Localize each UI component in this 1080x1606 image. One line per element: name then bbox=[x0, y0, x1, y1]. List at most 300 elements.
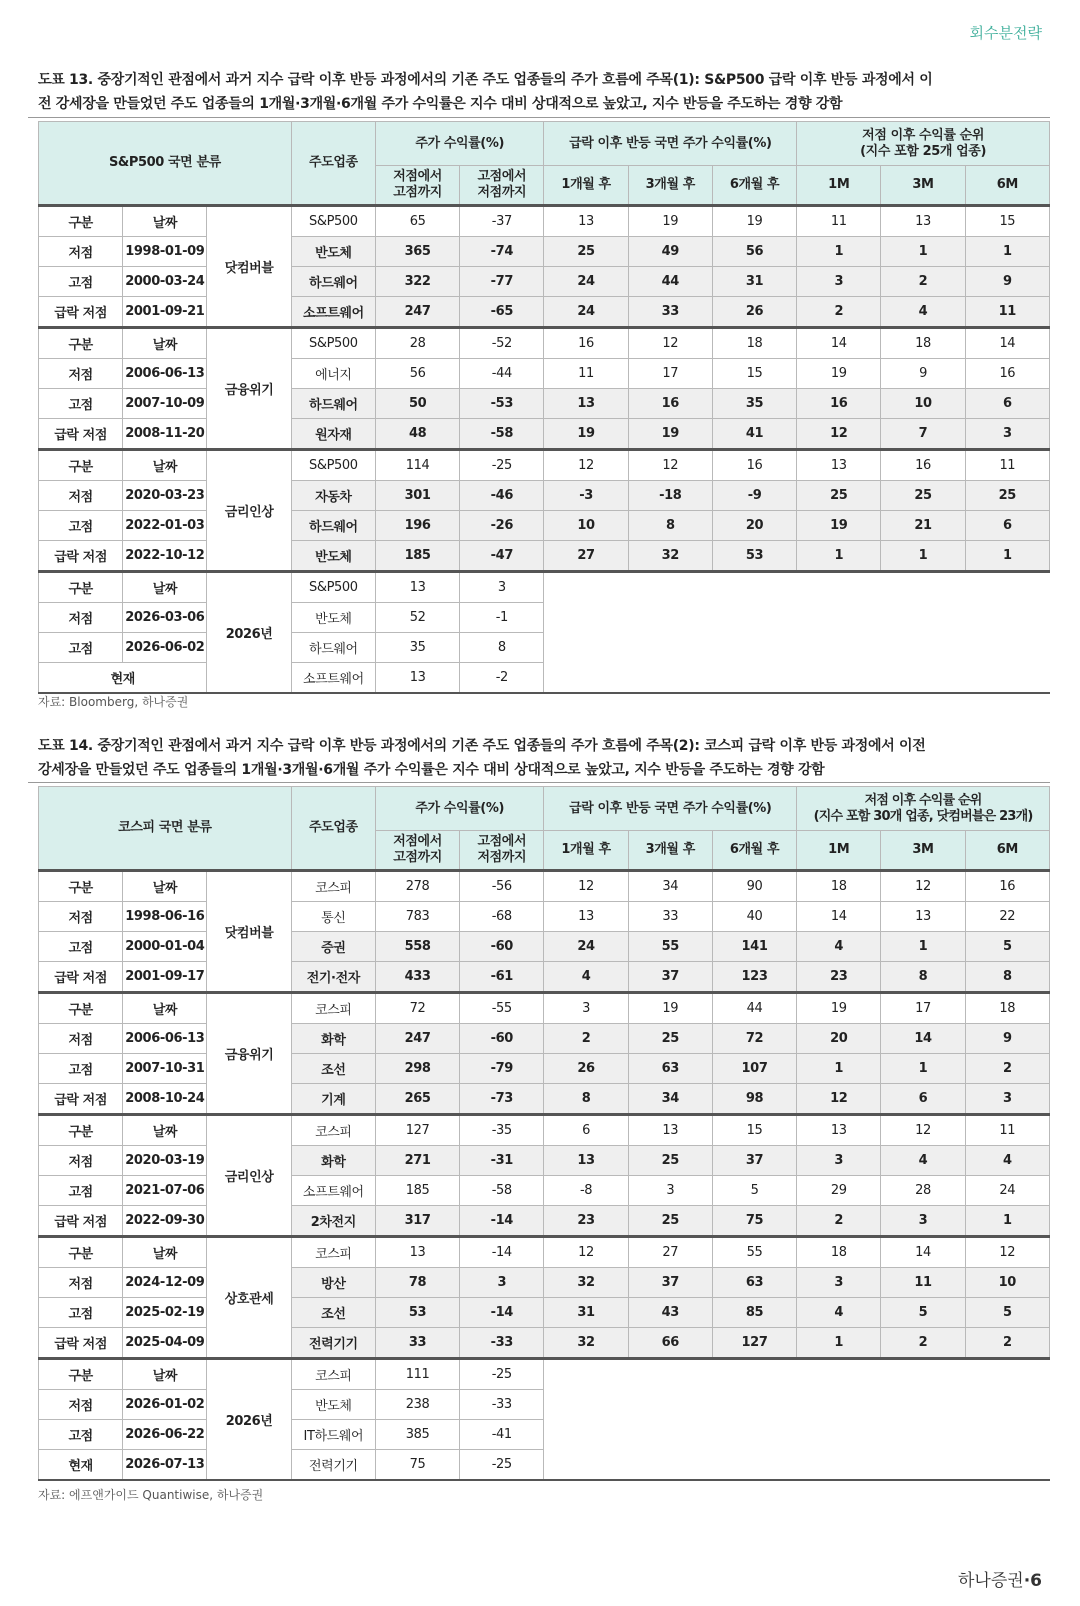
value-b: -74 bbox=[460, 237, 544, 267]
value-h: 18 bbox=[965, 993, 1049, 1024]
value-b: -65 bbox=[460, 297, 544, 328]
value-f: 2 bbox=[797, 297, 881, 328]
value-f: 14 bbox=[797, 902, 881, 932]
value-c: 23 bbox=[544, 1206, 628, 1237]
low-to-high-header-line1: 저점에서 bbox=[393, 169, 442, 184]
phase-name: 금리인상 bbox=[207, 450, 291, 572]
value-c: -3 bbox=[544, 481, 628, 511]
value-b: -58 bbox=[460, 1176, 544, 1206]
return-group-header: 주가 수익률(%) bbox=[375, 787, 543, 831]
table-row bbox=[39, 1115, 1050, 1146]
row-date: 2022-01-03 bbox=[123, 511, 207, 541]
value-g: 8 bbox=[881, 962, 965, 993]
value-f: 4 bbox=[797, 932, 881, 962]
leading-sector: 증권 bbox=[291, 932, 375, 962]
row-label: 급락 저점 bbox=[39, 1084, 123, 1115]
value-d: 25 bbox=[628, 1024, 712, 1054]
phase-group bbox=[39, 1359, 1050, 1481]
value-b: 3 bbox=[460, 1268, 544, 1298]
value-b: -26 bbox=[460, 511, 544, 541]
table-row bbox=[39, 572, 1050, 603]
value-g: 13 bbox=[881, 902, 965, 932]
row-label: 저점 bbox=[39, 1024, 123, 1054]
leading-sector: 원자재 bbox=[291, 419, 375, 450]
value-h: 1 bbox=[965, 1206, 1049, 1237]
value-f: 12 bbox=[797, 1084, 881, 1115]
row-label: 급락 저점 bbox=[39, 1328, 123, 1359]
value-f: 11 bbox=[797, 206, 881, 237]
value-c: 24 bbox=[544, 267, 628, 297]
row-label: 구분 bbox=[39, 206, 123, 237]
value-c: 4 bbox=[544, 962, 628, 993]
row-date: 날짜 bbox=[123, 1115, 207, 1146]
value-d: -18 bbox=[628, 481, 712, 511]
table14-caption-rule bbox=[28, 782, 1050, 783]
value-g: 28 bbox=[881, 1176, 965, 1206]
value-b: -2 bbox=[460, 663, 544, 694]
value-h: 5 bbox=[965, 932, 1049, 962]
leading-sector: 소프트웨어 bbox=[291, 297, 375, 328]
m3-after-header: 3개월 후 bbox=[628, 831, 712, 871]
leading-sector: 코스피 bbox=[291, 1359, 375, 1390]
m1-after-header: 1개월 후 bbox=[544, 166, 628, 206]
value-b: -47 bbox=[460, 541, 544, 572]
m6-after-header: 6개월 후 bbox=[712, 831, 796, 871]
value-a: 52 bbox=[375, 603, 459, 633]
row-label: 급락 저점 bbox=[39, 541, 123, 572]
table-row bbox=[39, 1328, 1050, 1359]
row-label: 저점 bbox=[39, 481, 123, 511]
value-d: 19 bbox=[628, 419, 712, 450]
row-label: 현재 bbox=[39, 1450, 123, 1481]
table-row bbox=[39, 419, 1050, 450]
leading-sector: 하드웨어 bbox=[291, 633, 375, 663]
value-d: 37 bbox=[628, 1268, 712, 1298]
leading-sector: 코스피 bbox=[291, 1237, 375, 1268]
phase-group bbox=[39, 993, 1050, 1115]
value-e: 44 bbox=[712, 993, 796, 1024]
table13-caption-line1: 도표 13. 중장기적인 관점에서 과거 지수 급락 이후 반등 과정에서의 기존 주도 업종들의 주가 흐름에 주목(1): S&P500 급락 이후 반등 과정에서 이 bbox=[38, 72, 933, 88]
value-h: 3 bbox=[965, 1084, 1049, 1115]
value-a: 265 bbox=[375, 1084, 459, 1115]
value-f: 1 bbox=[797, 541, 881, 572]
value-g: 21 bbox=[881, 511, 965, 541]
value-e: 35 bbox=[712, 389, 796, 419]
phase-name: 상호관세 bbox=[207, 1237, 291, 1359]
row-label: 고점 bbox=[39, 267, 123, 297]
leading-sector: 소프트웨어 bbox=[291, 1176, 375, 1206]
value-f: 19 bbox=[797, 511, 881, 541]
value-b: -44 bbox=[460, 359, 544, 389]
table13-caption bbox=[38, 68, 1050, 116]
value-a: 13 bbox=[375, 572, 459, 603]
value-g: 18 bbox=[881, 328, 965, 359]
value-c: 10 bbox=[544, 511, 628, 541]
value-d: 17 bbox=[628, 359, 712, 389]
leading-sector: 하드웨어 bbox=[291, 267, 375, 297]
classification-header: 코스피 국면 분류 bbox=[39, 787, 292, 871]
row-date: 2020-03-23 bbox=[123, 481, 207, 511]
value-e: 98 bbox=[712, 1084, 796, 1115]
value-h: 25 bbox=[965, 481, 1049, 511]
value-c: 19 bbox=[544, 419, 628, 450]
table-row bbox=[39, 871, 1050, 902]
table-row bbox=[39, 1359, 1050, 1390]
value-a: 301 bbox=[375, 481, 459, 511]
row-label: 저점 bbox=[39, 237, 123, 267]
value-g: 1 bbox=[881, 237, 965, 267]
row-label: 고점 bbox=[39, 1054, 123, 1084]
value-e: 55 bbox=[712, 1237, 796, 1268]
leading-sector: 반도체 bbox=[291, 603, 375, 633]
value-a: 278 bbox=[375, 871, 459, 902]
value-g: 1 bbox=[881, 541, 965, 572]
rank-group-header-line1: 저점 이후 수익률 순위 bbox=[862, 127, 984, 143]
rank-group-header-line2: (지수 포함 25개 업종) bbox=[860, 143, 986, 159]
leading-sector: S&P500 bbox=[291, 206, 375, 237]
value-f: 29 bbox=[797, 1176, 881, 1206]
value-d: 33 bbox=[628, 902, 712, 932]
value-g: 6 bbox=[881, 1084, 965, 1115]
value-c: 31 bbox=[544, 1298, 628, 1328]
value-b: -79 bbox=[460, 1054, 544, 1084]
leading-sector: 전기·전자 bbox=[291, 962, 375, 993]
phase-name: 금융위기 bbox=[207, 328, 291, 450]
row-date: 2006-06-13 bbox=[123, 1024, 207, 1054]
value-f: 25 bbox=[797, 481, 881, 511]
value-c: 11 bbox=[544, 359, 628, 389]
value-e: 16 bbox=[712, 450, 796, 481]
leading-sector: 반도체 bbox=[291, 541, 375, 572]
row-label: 고점 bbox=[39, 633, 123, 663]
row-label: 급락 저점 bbox=[39, 1206, 123, 1237]
value-e: 5 bbox=[712, 1176, 796, 1206]
value-b: -73 bbox=[460, 1084, 544, 1115]
value-d: 33 bbox=[628, 297, 712, 328]
value-d: 12 bbox=[628, 328, 712, 359]
phase-group bbox=[39, 871, 1050, 993]
row-label: 급락 저점 bbox=[39, 297, 123, 328]
leading-sector: 에너지 bbox=[291, 359, 375, 389]
value-e: 31 bbox=[712, 267, 796, 297]
value-a: 35 bbox=[375, 633, 459, 663]
rank-6m-header: 6M bbox=[965, 166, 1049, 206]
value-e: 19 bbox=[712, 206, 796, 237]
value-c: 13 bbox=[544, 902, 628, 932]
value-b: 3 bbox=[460, 572, 544, 603]
value-f: 2 bbox=[797, 1206, 881, 1237]
return-group-header: 주가 수익률(%) bbox=[375, 122, 543, 166]
value-h: 2 bbox=[965, 1054, 1049, 1084]
value-a: 53 bbox=[375, 1298, 459, 1328]
value-b: -37 bbox=[460, 206, 544, 237]
row-date: 날짜 bbox=[123, 572, 207, 603]
phase-group bbox=[39, 1115, 1050, 1237]
table-row bbox=[39, 1054, 1050, 1084]
high-to-low-header-line1: 고점에서 bbox=[477, 169, 527, 184]
row-label: 급락 저점 bbox=[39, 962, 123, 993]
value-a: 72 bbox=[375, 993, 459, 1024]
leading-sector: 코스피 bbox=[291, 1115, 375, 1146]
value-g: 2 bbox=[881, 1328, 965, 1359]
value-g: 2 bbox=[881, 267, 965, 297]
value-h: 9 bbox=[965, 267, 1049, 297]
value-f: 19 bbox=[797, 993, 881, 1024]
value-a: 48 bbox=[375, 419, 459, 450]
m6-after-header: 6개월 후 bbox=[712, 166, 796, 206]
value-b: -33 bbox=[460, 1328, 544, 1359]
table-row bbox=[39, 1206, 1050, 1237]
value-g: 4 bbox=[881, 1146, 965, 1176]
value-d: 55 bbox=[628, 932, 712, 962]
empty-block bbox=[544, 1359, 1050, 1481]
table13 bbox=[38, 121, 1050, 694]
value-a: 385 bbox=[375, 1420, 459, 1450]
value-d: 19 bbox=[628, 206, 712, 237]
row-label: 급락 저점 bbox=[39, 419, 123, 450]
value-b: -68 bbox=[460, 902, 544, 932]
value-b: -60 bbox=[460, 1024, 544, 1054]
row-date: 2026-03-06 bbox=[123, 603, 207, 633]
value-d: 16 bbox=[628, 389, 712, 419]
value-h: 6 bbox=[965, 511, 1049, 541]
rank-3m-header: 3M bbox=[881, 166, 965, 206]
value-b: -25 bbox=[460, 450, 544, 481]
row-date: 2008-11-20 bbox=[123, 419, 207, 450]
table-row bbox=[39, 902, 1050, 932]
value-f: 16 bbox=[797, 389, 881, 419]
value-h: 10 bbox=[965, 1268, 1049, 1298]
leading-sector: 하드웨어 bbox=[291, 389, 375, 419]
row-label: 구분 bbox=[39, 871, 123, 902]
low-to-high-header-line2: 고점까지 bbox=[393, 185, 442, 200]
value-h: 16 bbox=[965, 359, 1049, 389]
leading-sector: 전력기기 bbox=[291, 1450, 375, 1481]
row-date: 날짜 bbox=[123, 993, 207, 1024]
table13-caption-rule bbox=[28, 117, 1050, 118]
value-d: 43 bbox=[628, 1298, 712, 1328]
value-h: 14 bbox=[965, 328, 1049, 359]
value-b: -41 bbox=[460, 1420, 544, 1450]
value-g: 5 bbox=[881, 1298, 965, 1328]
row-date: 1998-01-09 bbox=[123, 237, 207, 267]
value-e: 85 bbox=[712, 1298, 796, 1328]
value-a: 33 bbox=[375, 1328, 459, 1359]
value-b: -31 bbox=[460, 1146, 544, 1176]
table-row bbox=[39, 993, 1050, 1024]
value-h: 6 bbox=[965, 389, 1049, 419]
value-b: -35 bbox=[460, 1115, 544, 1146]
row-label: 구분 bbox=[39, 450, 123, 481]
row-date: 2025-04-09 bbox=[123, 1328, 207, 1359]
value-d: 63 bbox=[628, 1054, 712, 1084]
leading-sector: 통신 bbox=[291, 902, 375, 932]
leading-sector: S&P500 bbox=[291, 572, 375, 603]
value-g: 4 bbox=[881, 297, 965, 328]
value-d: 49 bbox=[628, 237, 712, 267]
rank-3m-header: 3M bbox=[881, 831, 965, 871]
value-f: 13 bbox=[797, 1115, 881, 1146]
table13-caption-line2: 전 강세장을 만들었던 주도 업종들의 1개월·3개월·6개월 주가 수익률은 지수 대비 상대적으로 높았고, 지수 반등을 주도하는 경향 강함 bbox=[38, 96, 843, 112]
value-d: 25 bbox=[628, 1146, 712, 1176]
row-date: 2020-03-19 bbox=[123, 1146, 207, 1176]
value-a: 78 bbox=[375, 1268, 459, 1298]
row-date: 2026-06-02 bbox=[123, 633, 207, 663]
value-c: 12 bbox=[544, 1237, 628, 1268]
value-g: 1 bbox=[881, 932, 965, 962]
value-d: 37 bbox=[628, 962, 712, 993]
table-row bbox=[39, 1268, 1050, 1298]
m3-after-header: 3개월 후 bbox=[628, 166, 712, 206]
value-e: 53 bbox=[712, 541, 796, 572]
value-e: 37 bbox=[712, 1146, 796, 1176]
value-d: 34 bbox=[628, 1084, 712, 1115]
value-g: 16 bbox=[881, 450, 965, 481]
table-row bbox=[39, 511, 1050, 541]
leading-sector: 조선 bbox=[291, 1054, 375, 1084]
phase-name: 닷컴버블 bbox=[207, 871, 291, 993]
value-h: 12 bbox=[965, 1237, 1049, 1268]
value-a: 185 bbox=[375, 1176, 459, 1206]
rank-1m-header: 1M bbox=[797, 831, 881, 871]
value-d: 3 bbox=[628, 1176, 712, 1206]
row-label: 저점 bbox=[39, 603, 123, 633]
value-h: 2 bbox=[965, 1328, 1049, 1359]
value-f: 4 bbox=[797, 1298, 881, 1328]
leading-sector: 2차전지 bbox=[291, 1206, 375, 1237]
value-c: 24 bbox=[544, 932, 628, 962]
value-d: 25 bbox=[628, 1206, 712, 1237]
value-h: 11 bbox=[965, 297, 1049, 328]
row-label: 고점 bbox=[39, 1298, 123, 1328]
leading-sector: 코스피 bbox=[291, 993, 375, 1024]
value-h: 5 bbox=[965, 1298, 1049, 1328]
leading-sector: 코스피 bbox=[291, 871, 375, 902]
value-b: -25 bbox=[460, 1359, 544, 1390]
leading-sector: 화학 bbox=[291, 1146, 375, 1176]
value-c: 13 bbox=[544, 1146, 628, 1176]
high-to-low-header-line2: 저점까지 bbox=[477, 185, 527, 200]
value-e: 72 bbox=[712, 1024, 796, 1054]
value-f: 3 bbox=[797, 267, 881, 297]
value-f: 14 bbox=[797, 328, 881, 359]
value-c: 12 bbox=[544, 450, 628, 481]
value-b: -60 bbox=[460, 932, 544, 962]
value-g: 25 bbox=[881, 481, 965, 511]
leading-sector: 반도체 bbox=[291, 237, 375, 267]
row-date: 2026-07-13 bbox=[123, 1450, 207, 1481]
value-a: 127 bbox=[375, 1115, 459, 1146]
value-a: 317 bbox=[375, 1206, 459, 1237]
value-e: 20 bbox=[712, 511, 796, 541]
value-a: 13 bbox=[375, 663, 459, 694]
value-d: 8 bbox=[628, 511, 712, 541]
table13-source: 자료: Bloomberg, 하나증권 bbox=[38, 695, 189, 709]
value-f: 3 bbox=[797, 1146, 881, 1176]
high-to-low-header bbox=[460, 166, 544, 206]
value-a: 322 bbox=[375, 267, 459, 297]
row-date: 1998-06-16 bbox=[123, 902, 207, 932]
value-a: 433 bbox=[375, 962, 459, 993]
value-b: -52 bbox=[460, 328, 544, 359]
value-c: 32 bbox=[544, 1328, 628, 1359]
row-label: 저점 bbox=[39, 1390, 123, 1420]
value-e: 40 bbox=[712, 902, 796, 932]
classification-header: S&P500 국면 분류 bbox=[39, 122, 292, 206]
rebound-group-header: 급락 이후 반등 국면 주가 수익률(%) bbox=[544, 787, 797, 831]
value-b: -1 bbox=[460, 603, 544, 633]
value-a: 65 bbox=[375, 206, 459, 237]
table-row bbox=[39, 389, 1050, 419]
value-h: 9 bbox=[965, 1024, 1049, 1054]
table-row bbox=[39, 450, 1050, 481]
phase-group bbox=[39, 450, 1050, 572]
value-a: 50 bbox=[375, 389, 459, 419]
phase-name: 닷컴버블 bbox=[207, 206, 291, 328]
value-h: 1 bbox=[965, 541, 1049, 572]
value-h: 4 bbox=[965, 1146, 1049, 1176]
row-date: 날짜 bbox=[123, 1237, 207, 1268]
row-label: 저점 bbox=[39, 1268, 123, 1298]
value-a: 114 bbox=[375, 450, 459, 481]
row-date: 2007-10-09 bbox=[123, 389, 207, 419]
value-e: 123 bbox=[712, 962, 796, 993]
value-e: 75 bbox=[712, 1206, 796, 1237]
value-e: 107 bbox=[712, 1054, 796, 1084]
value-a: 75 bbox=[375, 1450, 459, 1481]
value-e: 15 bbox=[712, 1115, 796, 1146]
row-date: 2000-01-04 bbox=[123, 932, 207, 962]
phase-group bbox=[39, 572, 1050, 694]
high-to-low-header-line2: 저점까지 bbox=[477, 850, 527, 865]
phase-name: 금융위기 bbox=[207, 993, 291, 1115]
value-e: 26 bbox=[712, 297, 796, 328]
leading-sector-header: 주도업종 bbox=[291, 122, 375, 206]
table14-source: 자료: 에프앤가이드 Quantiwise, 하나증권 bbox=[38, 1488, 264, 1502]
value-e: 127 bbox=[712, 1328, 796, 1359]
leading-sector: 방산 bbox=[291, 1268, 375, 1298]
row-date: 날짜 bbox=[123, 450, 207, 481]
value-g: 9 bbox=[881, 359, 965, 389]
value-a: 13 bbox=[375, 1237, 459, 1268]
row-label: 저점 bbox=[39, 902, 123, 932]
value-a: 247 bbox=[375, 1024, 459, 1054]
value-b: -53 bbox=[460, 389, 544, 419]
value-b: -56 bbox=[460, 871, 544, 902]
row-date: 2024-12-09 bbox=[123, 1268, 207, 1298]
page-number: 6 bbox=[1030, 1571, 1042, 1591]
phase-name: 금리인상 bbox=[207, 1115, 291, 1237]
row-label: 구분 bbox=[39, 572, 123, 603]
value-e: 141 bbox=[712, 932, 796, 962]
value-g: 14 bbox=[881, 1237, 965, 1268]
phase-group bbox=[39, 206, 1050, 328]
rank-1m-header: 1M bbox=[797, 166, 881, 206]
value-d: 19 bbox=[628, 993, 712, 1024]
page-footer: 하나증권·6 bbox=[957, 1571, 1042, 1591]
row-date: 날짜 bbox=[123, 1359, 207, 1390]
value-a: 185 bbox=[375, 541, 459, 572]
phase-group bbox=[39, 328, 1050, 450]
phase-name: 2026년 bbox=[207, 572, 291, 694]
value-b: -33 bbox=[460, 1390, 544, 1420]
value-h: 11 bbox=[965, 1115, 1049, 1146]
table-row bbox=[39, 1084, 1050, 1115]
low-to-high-header-line2: 고점까지 bbox=[393, 850, 442, 865]
table-row bbox=[39, 359, 1050, 389]
value-g: 14 bbox=[881, 1024, 965, 1054]
value-f: 1 bbox=[797, 1328, 881, 1359]
